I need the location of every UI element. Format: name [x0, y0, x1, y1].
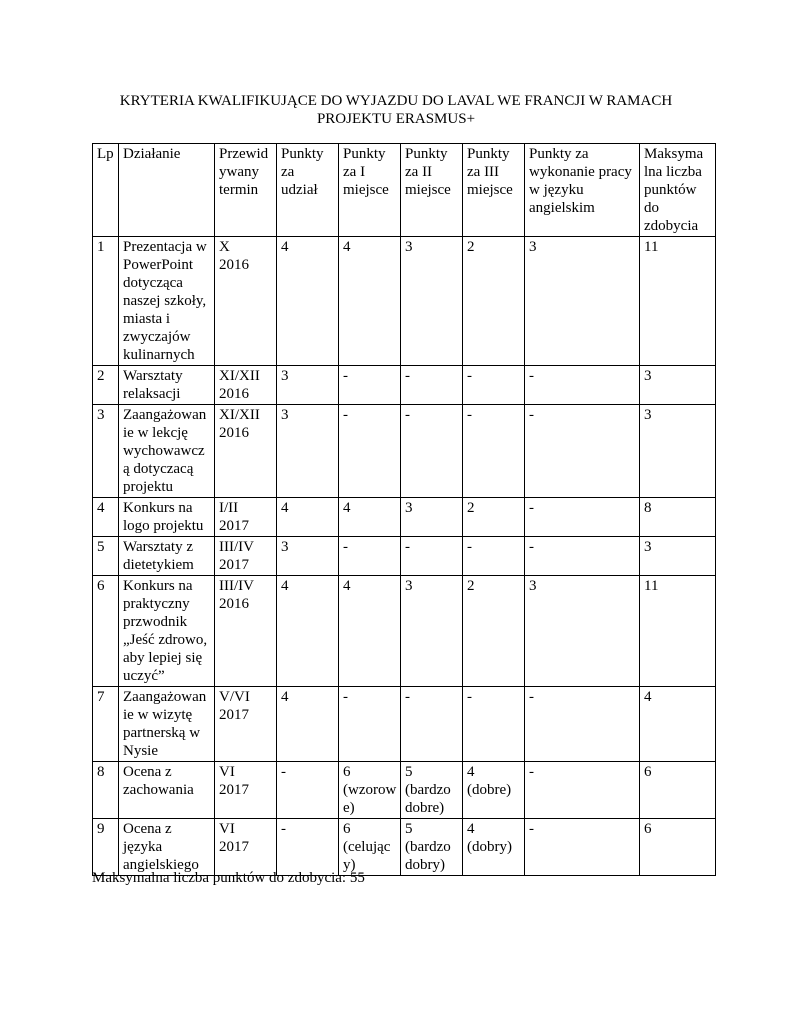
document-title	[92, 92, 700, 128]
table-row	[93, 366, 716, 405]
cell-punkty-ii-miejsce: -	[401, 366, 463, 405]
cell-punkty-angielski: 3	[525, 237, 640, 366]
cell-punkty-angielski: 3	[525, 576, 640, 687]
cell-dzialanie: Warsztaty relaksacji	[119, 366, 215, 405]
table-row	[93, 405, 716, 498]
cell-punkty-ii-miejsce: 5 (bardzo dobry)	[401, 819, 463, 876]
cell-punkty-iii-miejsce: 2	[463, 498, 525, 537]
cell-punkty-iii-miejsce: 4 (dobry)	[463, 819, 525, 876]
header-punkty-angielski: Punkty za wykonanie pracy w języku angielskim	[525, 144, 640, 237]
table-row	[93, 819, 716, 876]
table-row	[93, 537, 716, 576]
cell-punkty-angielski: -	[525, 366, 640, 405]
cell-punkty-angielski: -	[525, 405, 640, 498]
table-row	[93, 498, 716, 537]
cell-punkty-udzial: 4	[277, 687, 339, 762]
header-punkty-ii-miejsce: Punkty za II miejsce	[401, 144, 463, 237]
cell-punkty-iii-miejsce: -	[463, 687, 525, 762]
cell-termin: I/II 2017	[215, 498, 277, 537]
criteria-table-body	[93, 144, 716, 876]
cell-maks-punktow: 6	[640, 762, 716, 819]
cell-maks-punktow: 3	[640, 366, 716, 405]
max-points-summary: Maksymalna liczba punktów do zdobycia: 55	[92, 870, 365, 886]
cell-punkty-ii-miejsce: 3	[401, 576, 463, 687]
cell-punkty-i-miejsce: 6 (celując y)	[339, 819, 401, 876]
cell-punkty-angielski: -	[525, 498, 640, 537]
cell-punkty-iii-miejsce: -	[463, 366, 525, 405]
cell-punkty-ii-miejsce: 3	[401, 237, 463, 366]
cell-punkty-ii-miejsce: -	[401, 537, 463, 576]
cell-punkty-udzial: 3	[277, 405, 339, 498]
cell-punkty-i-miejsce: 4	[339, 498, 401, 537]
cell-lp: 5	[93, 537, 119, 576]
cell-termin: III/IV 2017	[215, 537, 277, 576]
cell-punkty-ii-miejsce: -	[401, 687, 463, 762]
cell-punkty-i-miejsce: 6 (wzorow e)	[339, 762, 401, 819]
cell-dzialanie: Prezentacja w PowerPoint dotycząca naszej szkoły, miasta i zwyczajów kulinarnych	[119, 237, 215, 366]
cell-dzialanie: Ocena z zachowania	[119, 762, 215, 819]
cell-dzialanie: Ocena z języka angielskiego	[119, 819, 215, 876]
cell-termin: VI 2017	[215, 819, 277, 876]
table-row	[93, 687, 716, 762]
cell-punkty-udzial: -	[277, 819, 339, 876]
header-row	[93, 144, 716, 237]
cell-maks-punktow: 6	[640, 819, 716, 876]
cell-punkty-i-miejsce: -	[339, 537, 401, 576]
cell-punkty-angielski: -	[525, 762, 640, 819]
cell-lp: 7	[93, 687, 119, 762]
criteria-table	[92, 143, 716, 876]
cell-punkty-udzial: 3	[277, 366, 339, 405]
header-punkty-iii-miejsce: Punkty za III miejsce	[463, 144, 525, 237]
cell-maks-punktow: 11	[640, 576, 716, 687]
cell-dzialanie: Warsztaty z dietetykiem	[119, 537, 215, 576]
cell-punkty-iii-miejsce: -	[463, 405, 525, 498]
cell-maks-punktow: 3	[640, 405, 716, 498]
cell-dzialanie: Konkurs na praktyczny przwodnik „Jeść zdrowo, aby lepiej się uczyć”	[119, 576, 215, 687]
cell-lp: 4	[93, 498, 119, 537]
cell-punkty-angielski: -	[525, 687, 640, 762]
cell-dzialanie: Zaangażowan ie w wizytę partnerską w Nysie	[119, 687, 215, 762]
cell-maks-punktow: 3	[640, 537, 716, 576]
cell-punkty-i-miejsce: -	[339, 405, 401, 498]
cell-dzialanie: Konkurs na logo projektu	[119, 498, 215, 537]
cell-punkty-ii-miejsce: 5 (bardzo dobre)	[401, 762, 463, 819]
cell-lp: 9	[93, 819, 119, 876]
table-row	[93, 762, 716, 819]
cell-lp: 6	[93, 576, 119, 687]
cell-punkty-angielski: -	[525, 819, 640, 876]
cell-punkty-angielski: -	[525, 537, 640, 576]
cell-punkty-ii-miejsce: 3	[401, 498, 463, 537]
cell-termin: III/IV 2016	[215, 576, 277, 687]
cell-dzialanie: Zaangażowan ie w lekcję wychowawcz ą dotyczacą projektu	[119, 405, 215, 498]
cell-punkty-iii-miejsce: 2	[463, 237, 525, 366]
header-termin: Przewid ywany termin	[215, 144, 277, 237]
cell-lp: 8	[93, 762, 119, 819]
cell-maks-punktow: 4	[640, 687, 716, 762]
cell-punkty-i-miejsce: -	[339, 687, 401, 762]
cell-punkty-udzial: 4	[277, 498, 339, 537]
title-line-1: KRYTERIA KWALIFIKUJĄCE DO WYJAZDU DO LAVAL WE FRANCJI W RAMACH	[119, 93, 673, 109]
cell-termin: XI/XII 2016	[215, 366, 277, 405]
header-punkty-i-miejsce: Punkty za I miejsce	[339, 144, 401, 237]
cell-punkty-iii-miejsce: -	[463, 537, 525, 576]
table-row	[93, 576, 716, 687]
header-maks-punktow: Maksyma lna liczba punktów do zdobycia	[640, 144, 716, 237]
cell-punkty-i-miejsce: 4	[339, 237, 401, 366]
cell-maks-punktow: 8	[640, 498, 716, 537]
cell-maks-punktow: 11	[640, 237, 716, 366]
cell-punkty-i-miejsce: 4	[339, 576, 401, 687]
table-row	[93, 237, 716, 366]
cell-punkty-iii-miejsce: 4 (dobre)	[463, 762, 525, 819]
cell-lp: 3	[93, 405, 119, 498]
cell-punkty-udzial: 4	[277, 576, 339, 687]
cell-punkty-ii-miejsce: -	[401, 405, 463, 498]
cell-lp: 2	[93, 366, 119, 405]
cell-punkty-i-miejsce: -	[339, 366, 401, 405]
cell-termin: XI/XII 2016	[215, 405, 277, 498]
title-line-2: PROJEKTU ERASMUS+	[316, 111, 476, 127]
cell-termin: X 2016	[215, 237, 277, 366]
header-punkty-udzial: Punkty za udział	[277, 144, 339, 237]
cell-punkty-udzial: 3	[277, 537, 339, 576]
header-lp: Lp	[93, 144, 119, 237]
cell-termin: VI 2017	[215, 762, 277, 819]
cell-punkty-udzial: -	[277, 762, 339, 819]
cell-lp: 1	[93, 237, 119, 366]
header-dzialanie: Działanie	[119, 144, 215, 237]
cell-punkty-udzial: 4	[277, 237, 339, 366]
cell-termin: V/VI 2017	[215, 687, 277, 762]
cell-punkty-iii-miejsce: 2	[463, 576, 525, 687]
